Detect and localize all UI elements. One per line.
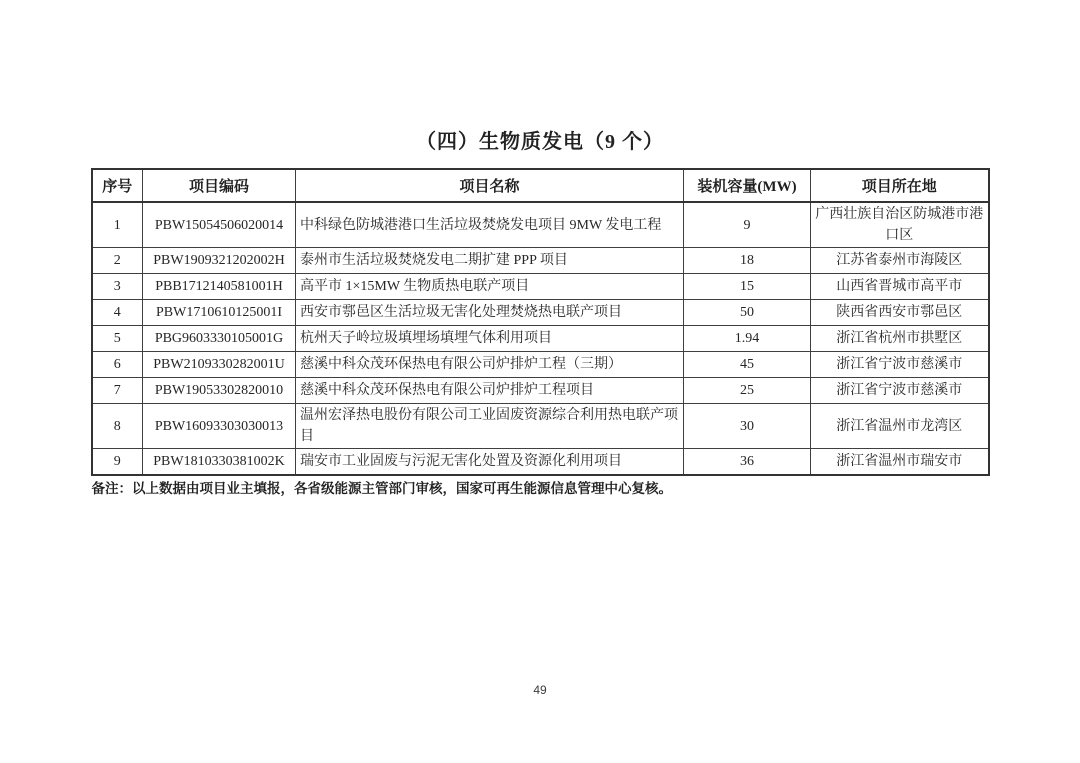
table-row xyxy=(92,449,989,476)
cell-index: 7 xyxy=(92,378,143,404)
table-row xyxy=(92,274,989,300)
cell-name: 慈溪中科众茂环保热电有限公司炉排炉工程项目 xyxy=(296,378,684,404)
cell-name: 泰州市生活垃圾焚烧发电二期扩建 PPP 项目 xyxy=(296,248,684,274)
cell-location: 浙江省宁波市慈溪市 xyxy=(811,378,989,404)
cell-index: 4 xyxy=(92,300,143,326)
table-row xyxy=(92,202,989,248)
cell-name: 杭州天子岭垃圾填埋场填埋气体利用项目 xyxy=(296,326,684,352)
cell-code: PBB1712140581001H xyxy=(143,274,296,300)
cell-index: 1 xyxy=(92,202,143,248)
column-header: 项目编码 xyxy=(143,169,296,202)
cell-code: PBW19053302820010 xyxy=(143,378,296,404)
cell-name: 慈溪中科众茂环保热电有限公司炉排炉工程（三期） xyxy=(296,352,684,378)
cell-code: PBW1909321202002H xyxy=(143,248,296,274)
cell-location: 广西壮族自治区防城港市港口区 xyxy=(811,202,989,248)
cell-name: 温州宏泽热电股份有限公司工业固废资源综合利用热电联产项目 xyxy=(296,404,684,449)
column-header: 项目所在地 xyxy=(811,169,989,202)
table-row xyxy=(92,404,989,449)
cell-capacity: 45 xyxy=(684,352,811,378)
cell-name: 瑞安市工业固废与污泥无害化处置及资源化利用项目 xyxy=(296,449,684,476)
cell-index: 8 xyxy=(92,404,143,449)
table-header-row xyxy=(92,169,989,202)
projects-table xyxy=(91,168,990,476)
cell-location: 山西省晋城市高平市 xyxy=(811,274,989,300)
cell-index: 2 xyxy=(92,248,143,274)
cell-capacity: 1.94 xyxy=(684,326,811,352)
cell-name: 西安市鄠邑区生活垃圾无害化处理焚烧热电联产项目 xyxy=(296,300,684,326)
cell-capacity: 50 xyxy=(684,300,811,326)
cell-code: PBW2109330282001U xyxy=(143,352,296,378)
cell-capacity: 9 xyxy=(684,202,811,248)
cell-name: 高平市 1×15MW 生物质热电联产项目 xyxy=(296,274,684,300)
cell-location: 浙江省温州市龙湾区 xyxy=(811,404,989,449)
cell-name: 中科绿色防城港港口生活垃圾焚烧发电项目 9MW 发电工程 xyxy=(296,202,684,248)
cell-code: PBG9603330105001G xyxy=(143,326,296,352)
cell-index: 9 xyxy=(92,449,143,476)
cell-capacity: 18 xyxy=(684,248,811,274)
cell-location: 浙江省温州市瑞安市 xyxy=(811,449,989,476)
page-number: 49 xyxy=(533,683,547,697)
cell-capacity: 36 xyxy=(684,449,811,476)
cell-index: 3 xyxy=(92,274,143,300)
cell-capacity: 30 xyxy=(684,404,811,449)
section-title: （四）生物质发电（9 个） xyxy=(416,131,664,153)
cell-index: 6 xyxy=(92,352,143,378)
column-header: 装机容量(MW) xyxy=(684,169,811,202)
cell-code: PBW16093303030013 xyxy=(143,404,296,449)
cell-location: 江苏省泰州市海陵区 xyxy=(811,248,989,274)
table-row xyxy=(92,326,989,352)
cell-capacity: 15 xyxy=(684,274,811,300)
table-row xyxy=(92,378,989,404)
table-row xyxy=(92,300,989,326)
table-row xyxy=(92,352,989,378)
cell-code: PBW15054506020014 xyxy=(143,202,296,248)
cell-code: PBW1710610125001I xyxy=(143,300,296,326)
cell-location: 陕西省西安市鄠邑区 xyxy=(811,300,989,326)
column-header: 序号 xyxy=(92,169,143,202)
table-row xyxy=(92,248,989,274)
cell-location: 浙江省宁波市慈溪市 xyxy=(811,352,989,378)
cell-index: 5 xyxy=(92,326,143,352)
footnote: 备注：以上数据由项目业主填报，各省级能源主管部门审核，国家可再生能源信息管理中心复核。 xyxy=(91,481,672,496)
cell-code: PBW1810330381002K xyxy=(143,449,296,476)
column-header: 项目名称 xyxy=(296,169,684,202)
cell-capacity: 25 xyxy=(684,378,811,404)
cell-location: 浙江省杭州市拱墅区 xyxy=(811,326,989,352)
